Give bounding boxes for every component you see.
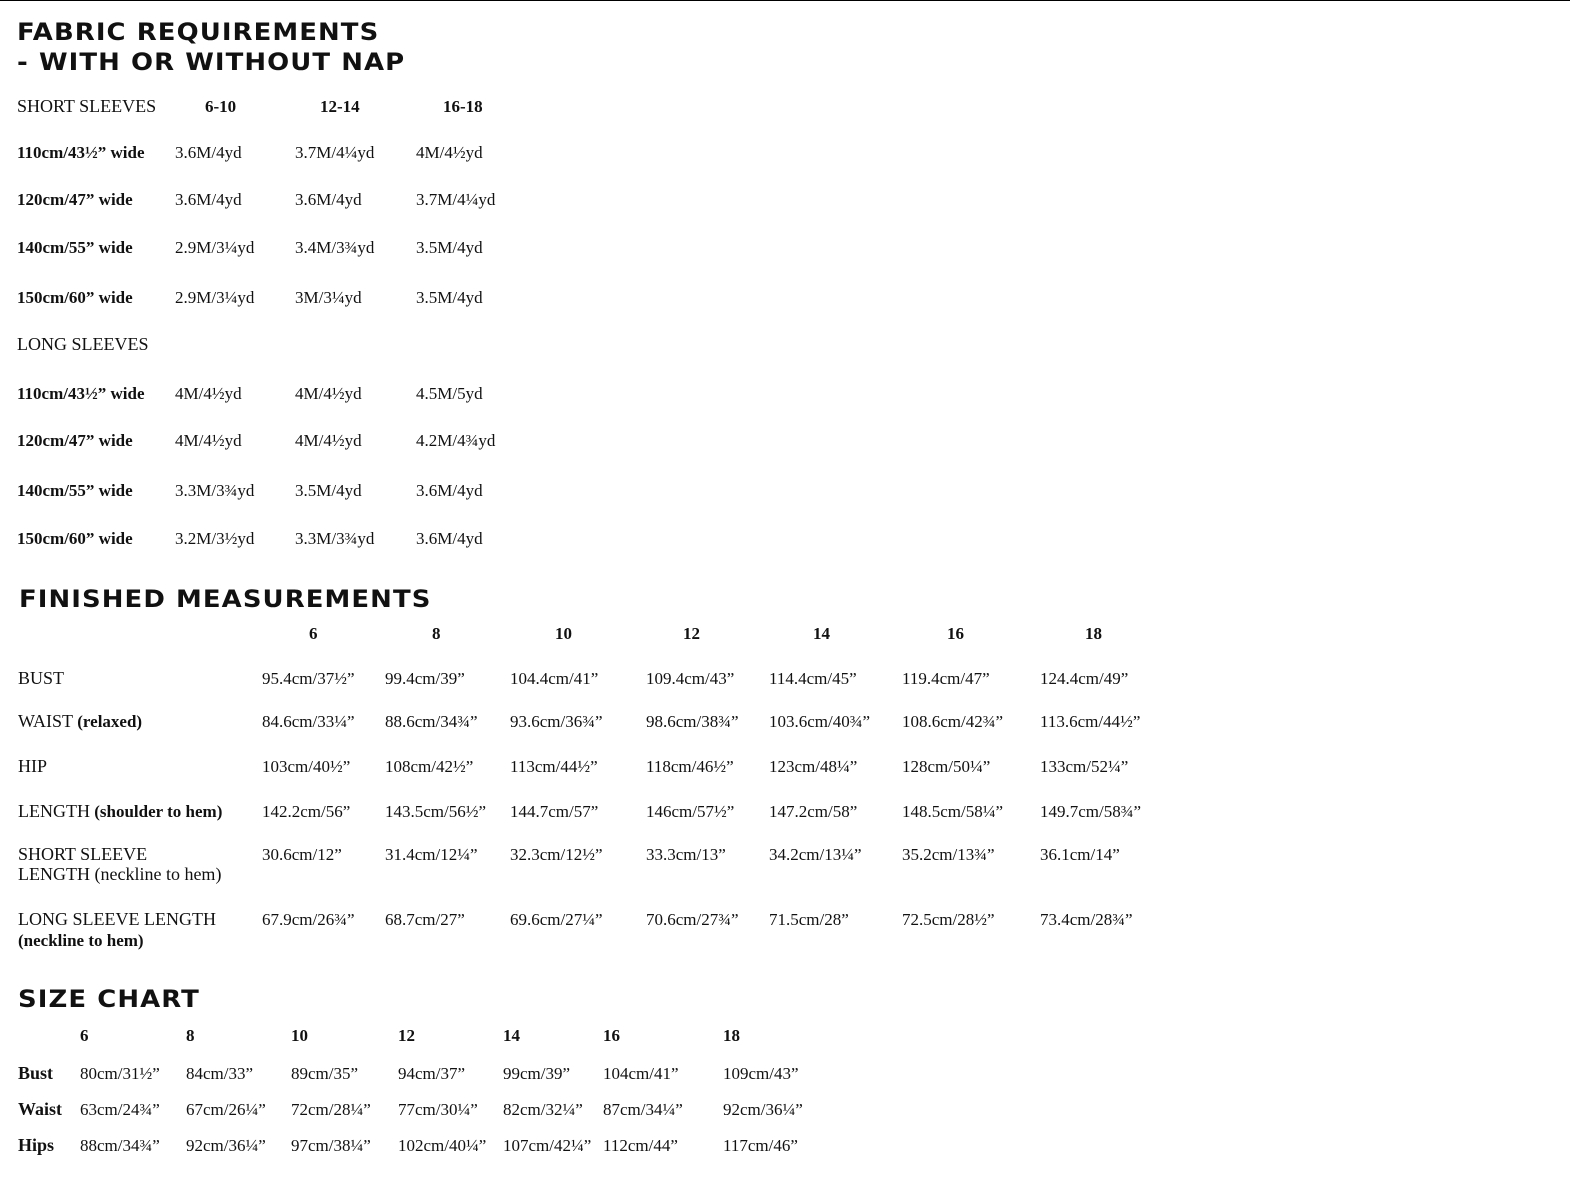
measurement-value: 109.4cm/43”: [646, 669, 735, 688]
size-chart-value: 63cm/24¾”: [80, 1100, 160, 1119]
measurement-value: 118cm/46½”: [646, 757, 734, 776]
fabric-width-label: 150cm/60” wide: [17, 529, 133, 548]
measurement-label: LONG SLEEVE LENGTH: [18, 909, 216, 929]
fabric-amount: 2.9M/3¼yd: [175, 238, 255, 257]
fabric-width-label: 110cm/43½” wide: [17, 143, 145, 162]
size-chart-size-header: 16: [603, 1026, 620, 1045]
fabric-amount: 3.6M/4yd: [295, 190, 362, 209]
measurement-label-line2: LENGTH (neckline to hem): [18, 864, 222, 884]
measurement-value: 93.6cm/36¾”: [510, 712, 603, 731]
fabric-amount: 3.3M/3¾yd: [295, 529, 375, 548]
size-chart-value: 84cm/33”: [186, 1064, 254, 1083]
measurement-value: 146cm/57½”: [646, 802, 735, 821]
measurement-value: 71.5cm/28”: [769, 910, 849, 929]
fabric-amount: 3.5M/4yd: [295, 481, 362, 500]
measurement-value: 128cm/50¼”: [902, 757, 991, 776]
size-chart-size-header: 18: [723, 1026, 740, 1045]
fabric-amount: 3.5M/4yd: [416, 238, 483, 257]
short-sleeves-label: SHORT SLEEVES: [17, 96, 157, 116]
fabric-amount: 3.6M/4yd: [175, 190, 242, 209]
size-chart-value: 88cm/34¾”: [80, 1136, 160, 1155]
finished-size-header: 16: [947, 624, 964, 643]
fabric-amount: 3.6M/4yd: [416, 529, 483, 548]
fabric-size-header: 6-10: [205, 97, 237, 116]
fabric-width-label: 110cm/43½” wide: [17, 384, 145, 403]
size-chart-value: 107cm/42¼”: [503, 1136, 592, 1155]
measurement-value: 72.5cm/28½”: [902, 910, 995, 929]
fabric-amount: 4M/4½yd: [175, 384, 242, 403]
finished-size-header: 14: [813, 624, 830, 643]
measurement-value: 147.2cm/58”: [769, 802, 858, 821]
measurement-label-line2: (neckline to hem): [18, 931, 144, 950]
measurement-value: 108cm/42½”: [385, 757, 474, 776]
measurement-value: 36.1cm/14”: [1040, 845, 1120, 864]
fabric-width-label: 150cm/60” wide: [17, 288, 133, 307]
size-chart-value: 77cm/30¼”: [398, 1100, 478, 1119]
fabric-amount: 4.2M/4¾yd: [416, 431, 496, 450]
size-chart-value: 72cm/28¼”: [291, 1100, 371, 1119]
finished-size-header: 12: [683, 624, 700, 643]
size-chart-row-label: Waist: [18, 1099, 63, 1119]
fabric-width-label: 140cm/55” wide: [17, 238, 133, 257]
measurement-label: LENGTH (shoulder to hem): [18, 801, 223, 821]
size-chart-value: 112cm/44”: [603, 1136, 678, 1155]
long-sleeves-label: LONG SLEEVES: [17, 334, 149, 354]
fabric-amount: 3.7M/4¼yd: [295, 143, 375, 162]
measurement-value: 103.6cm/40¾”: [769, 712, 871, 731]
measurement-value: 133cm/52¼”: [1040, 757, 1129, 776]
fabric-amount: 2.9M/3¼yd: [175, 288, 255, 307]
measurement-value: 119.4cm/47”: [902, 669, 990, 688]
size-chart-size-header: 12: [398, 1026, 415, 1045]
size-chart-value: 92cm/36¼”: [723, 1100, 803, 1119]
size-chart-value: 80cm/31½”: [80, 1064, 160, 1083]
size-chart-value: 87cm/34¼”: [603, 1100, 683, 1119]
measurement-value: 35.2cm/13¾”: [902, 845, 995, 864]
finished-size-header: 8: [432, 624, 441, 643]
size-chart-value: 82cm/32¼”: [503, 1100, 583, 1119]
size-chart-value: 97cm/38¼”: [291, 1136, 371, 1155]
size-chart-value: 94cm/37”: [398, 1064, 466, 1083]
size-chart-row-label: Bust: [18, 1063, 54, 1083]
size-chart-value: 104cm/41”: [603, 1064, 679, 1083]
fabric-amount: 4.5M/5yd: [416, 384, 483, 403]
measurement-label: HIP: [18, 756, 48, 776]
measurement-value: 108.6cm/42¾”: [902, 712, 1004, 731]
size-chart-value: 117cm/46”: [723, 1136, 798, 1155]
size-chart-row-label: Hips: [18, 1135, 55, 1155]
measurement-value: 67.9cm/26¾”: [262, 910, 355, 929]
fabric-amount: 3.6M/4yd: [175, 143, 242, 162]
measurement-value: 33.3cm/13”: [646, 845, 726, 864]
finished-measurements-title: FINISHED MEASUREMENTS: [19, 585, 432, 613]
measurement-value: 88.6cm/34¾”: [385, 712, 478, 731]
fabric-amount: 3.7M/4¼yd: [416, 190, 496, 209]
measurement-value: 99.4cm/39”: [385, 669, 465, 688]
finished-size-header: 6: [309, 624, 318, 643]
measurement-value: 104.4cm/41”: [510, 669, 599, 688]
measurement-value: 84.6cm/33¼”: [262, 712, 355, 731]
measurement-value: 95.4cm/37½”: [262, 669, 355, 688]
measurement-value: 31.4cm/12¼”: [385, 845, 478, 864]
size-chart-value: 109cm/43”: [723, 1064, 799, 1083]
measurement-value: 123cm/48¼”: [769, 757, 858, 776]
fabric-amount: 4M/4½yd: [175, 431, 242, 450]
size-chart-value: 89cm/35”: [291, 1064, 359, 1083]
size-chart-title: SIZE CHART: [18, 985, 200, 1013]
measurement-value: 69.6cm/27¼”: [510, 910, 603, 929]
size-chart-size-header: 6: [80, 1026, 89, 1045]
finished-size-header: 10: [555, 624, 572, 643]
fabric-amount: 3.5M/4yd: [416, 288, 483, 307]
size-chart-value: 67cm/26¼”: [186, 1100, 266, 1119]
fabric-amount: 4M/4½yd: [295, 384, 362, 403]
fabric-amount: 3.6M/4yd: [416, 481, 483, 500]
fabric-width-label: 140cm/55” wide: [17, 481, 133, 500]
fabric-amount: 3M/3¼yd: [295, 288, 362, 307]
fabric-size-header: 16-18: [443, 97, 483, 116]
top-border-line: [0, 0, 1570, 1]
measurement-value: 142.2cm/56”: [262, 802, 351, 821]
measurement-value: 68.7cm/27”: [385, 910, 465, 929]
measurement-value: 30.6cm/12”: [262, 845, 342, 864]
measurement-value: 113.6cm/44½”: [1040, 712, 1141, 731]
size-chart-size-header: 14: [503, 1026, 520, 1045]
size-chart-value: 92cm/36¼”: [186, 1136, 266, 1155]
fabric-amount: 3.3M/3¾yd: [175, 481, 255, 500]
measurement-label: WAIST (relaxed): [18, 711, 143, 731]
measurement-value: 143.5cm/56½”: [385, 802, 487, 821]
measurement-value: 32.3cm/12½”: [510, 845, 603, 864]
measurement-value: 73.4cm/28¾”: [1040, 910, 1133, 929]
fabric-amount: 4M/4½yd: [295, 431, 362, 450]
fabric-amount: 3.4M/3¾yd: [295, 238, 375, 257]
size-chart-value: 102cm/40¼”: [398, 1136, 487, 1155]
measurement-value: 144.7cm/57”: [510, 802, 599, 821]
fabric-amount: 4M/4½yd: [416, 143, 483, 162]
measurement-value: 103cm/40½”: [262, 757, 351, 776]
fabric-requirements-subtitle: - WITH OR WITHOUT NAP: [17, 48, 406, 76]
measurement-value: 98.6cm/38¾”: [646, 712, 739, 731]
measurement-value: 70.6cm/27¾”: [646, 910, 739, 929]
finished-size-header: 18: [1085, 624, 1102, 643]
measurement-label: SHORT SLEEVE: [18, 844, 148, 864]
measurement-value: 113cm/44½”: [510, 757, 598, 776]
fabric-size-header: 12-14: [320, 97, 360, 116]
size-chart-size-header: 10: [291, 1026, 308, 1045]
measurement-label: BUST: [18, 668, 65, 688]
size-chart-size-header: 8: [186, 1026, 195, 1045]
size-chart-value: 99cm/39”: [503, 1064, 571, 1083]
measurement-value: 149.7cm/58¾”: [1040, 802, 1142, 821]
measurement-value: 124.4cm/49”: [1040, 669, 1129, 688]
fabric-width-label: 120cm/47” wide: [17, 190, 133, 209]
fabric-width-label: 120cm/47” wide: [17, 431, 133, 450]
measurement-value: 34.2cm/13¼”: [769, 845, 862, 864]
measurement-value: 148.5cm/58¼”: [902, 802, 1004, 821]
fabric-requirements-title: FABRIC REQUIREMENTS: [17, 18, 380, 46]
fabric-amount: 3.2M/3½yd: [175, 529, 255, 548]
measurement-value: 114.4cm/45”: [769, 669, 857, 688]
